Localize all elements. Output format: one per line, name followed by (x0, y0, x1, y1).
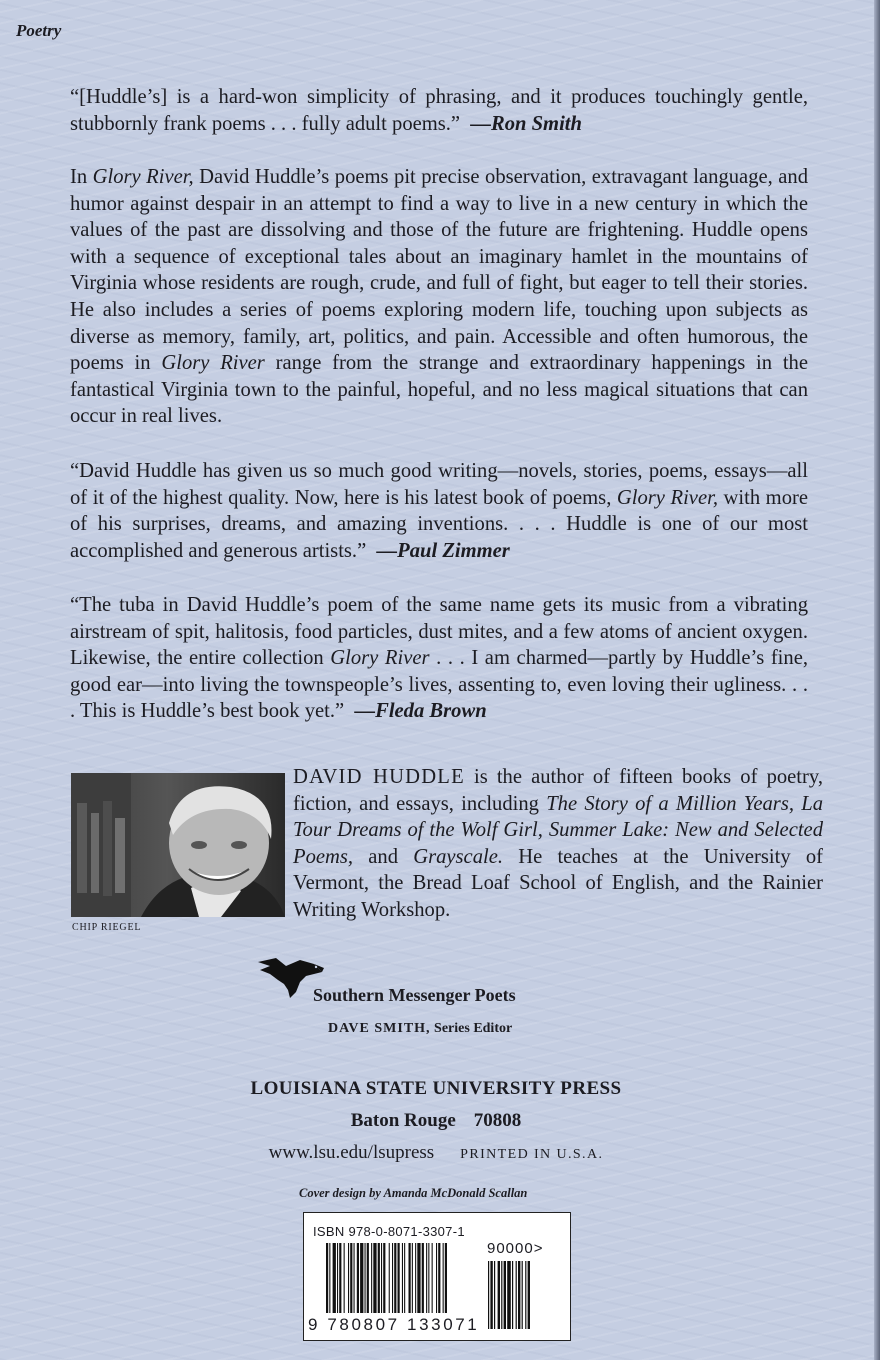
series-editor (328, 1021, 512, 1037)
blurb-author: —Fleda Brown (354, 700, 487, 723)
addon-bar (494, 1261, 495, 1329)
barcode-bar (409, 1243, 411, 1313)
series-name: Southern Messenger Poets (313, 985, 516, 1005)
cover-design-credit: Cover design by Amanda McDonald Scallan (299, 1186, 528, 1200)
barcode-bar (417, 1243, 420, 1313)
addon-bar (504, 1261, 506, 1329)
barcode-bar (326, 1243, 328, 1313)
bio-text: He teaches at the University of Vermont, the Bread Loaf School of English, and the Rainier Writing Workshop. (293, 845, 823, 921)
blurb-paul-zimmer (70, 458, 808, 564)
barcode-bar (436, 1243, 437, 1313)
description-body: David Huddle’s poems pit precise observation, extravagant language, and humor against despair in an attempt to find a way to live in a new century in which the values of the past are dissolving and those of the future are frightening. Huddle opens with a sequence of exceptional tales about an imaginary hamlet in the mountains of Virginia whose residents are rough, crude, and full of fight, but eager to tell their stories. He also includes a series of poems exploring modern life, touching upon subjects as diverse as memory, family, art, politics, and pain. Accessible and often humorous, the poems in (70, 166, 808, 375)
zip-code: 70808 (473, 1110, 522, 1131)
blurb-author: —Ron Smith (470, 112, 582, 135)
barcode-bar (443, 1243, 444, 1313)
barcode-bar (354, 1243, 355, 1313)
publisher-url: www.lsu.edu/lsupress (268, 1142, 435, 1163)
blurb-ron-smith (70, 84, 808, 137)
barcode-bar (445, 1243, 447, 1313)
barcode-bar (348, 1243, 349, 1313)
addon-bar (525, 1261, 526, 1329)
addon-bar (490, 1261, 492, 1329)
city-name: Baton Rouge (350, 1110, 456, 1131)
addon-bar (516, 1261, 517, 1329)
barcode-bar (357, 1243, 359, 1313)
genre-label: Poetry (16, 21, 62, 40)
bio-text: and (353, 845, 414, 868)
barcode-bar (389, 1243, 390, 1313)
blurb-author: —Paul Zimmer (376, 539, 510, 562)
barcode-bar (426, 1243, 427, 1313)
blurb-quote: “David Huddle has given us so much good writing—novels, stories, poems, essays—all of it of the highest quality. Now, here is his latest book of poems, (70, 460, 808, 509)
publisher-city (0, 1110, 872, 1132)
author-portrait-image (71, 773, 285, 917)
barcode-bar (378, 1243, 380, 1313)
barcode-bar (415, 1243, 416, 1313)
addon-bar (507, 1261, 511, 1329)
barcode-bar (350, 1243, 352, 1313)
description-body-end: range from the strange and extraordinary happenings in the fantastical Virginia town to the painful, hopeful, and no less magical situations that can occur in real lives. (70, 352, 808, 428)
book-description (70, 164, 808, 430)
isbn-barcode (303, 1212, 571, 1341)
blurb-quote: “[Huddle’s] is a hard-won simplicity of phrasing, and it produces touchingly gentle, stubbornly frank poems . . . fully adult poems.” (70, 86, 808, 135)
addon-bar (498, 1261, 500, 1329)
blurb-fleda-brown (70, 592, 808, 725)
barcode-bar (333, 1243, 336, 1313)
printed-in-label: PRINTED IN U.S.A. (460, 1147, 604, 1162)
addon-bar (528, 1261, 530, 1329)
blurb-quote-end: . . . I am charmed—partly by Huddle’s fine, good ear—into living the townspeople’s lives, assenting to, even loving their ugliness. . . . This is Huddle’s best book yet.” (70, 647, 808, 723)
isbn-number: ISBN 978-0-8071-3307-1 (313, 1224, 465, 1239)
photo-credit: CHIP RIEGEL (72, 922, 142, 933)
barcode-bar (344, 1243, 345, 1313)
addon-bar (512, 1261, 513, 1329)
blurb-quote-end: with more of his surprises, dreams, and amazing inventions. . . . Huddle is one of our most accomplished and generous artists.” (70, 486, 808, 562)
barcode-bar (360, 1243, 363, 1313)
publisher-url-line (0, 1142, 872, 1164)
addon-bar (522, 1261, 523, 1329)
barcode-bar (371, 1243, 372, 1313)
barcode-bar (422, 1243, 424, 1313)
description-lead: In (70, 166, 93, 188)
blurb-quote: “The tuba in David Huddle’s poem of the same name gets its music from a vibrating airstream of spit, halitosis, food particles, dust mites, and a few atoms of ancient oxygen. Likewise, the entire collection (70, 594, 808, 670)
bio-text: is the author of fifteen books of poetry, fiction, and essays, including (293, 766, 823, 815)
book-title: Glory River, (92, 166, 194, 188)
barcode-bar (412, 1243, 413, 1313)
ean-number: 9 780807 133071 (308, 1315, 480, 1334)
bio-books: The Story of a Million Years, La Tour Dreams of the Wolf Girl, Summer Lake: New and Selected Poems, (293, 792, 823, 868)
barcode-bar (329, 1243, 330, 1313)
barcode-bar (373, 1243, 376, 1313)
addon-bar (518, 1261, 520, 1329)
addon-bar (501, 1261, 502, 1329)
barcode-bar (367, 1243, 369, 1313)
publisher-name: LOUISIANA STATE UNIVERSITY PRESS (250, 1078, 622, 1099)
barcode-bar (398, 1243, 400, 1313)
barcode-bar (432, 1243, 433, 1313)
bio-book: Grayscale. (413, 845, 504, 868)
editor-name: DAVE SMITH, (328, 1021, 431, 1036)
barcode-bar (339, 1243, 341, 1313)
barcode-bar (381, 1243, 382, 1313)
cover-edge-shadow (874, 0, 880, 1360)
barcode-bar (404, 1243, 405, 1313)
barcode-bar (438, 1243, 440, 1313)
author-bio (293, 764, 823, 924)
barcode-bar (383, 1243, 385, 1313)
book-title: Glory River (330, 647, 430, 670)
barcode-bar (394, 1243, 396, 1313)
barcode-bar (365, 1243, 366, 1313)
addon-bar (488, 1261, 489, 1329)
editor-role: Series Editor (430, 1021, 513, 1036)
price-code: 90000> (487, 1240, 544, 1257)
barcode-bar (337, 1243, 338, 1313)
author-name: DAVID HUDDLE (293, 766, 465, 788)
barcode-bar (392, 1243, 393, 1313)
author-photo (71, 773, 285, 917)
barcode-bar (428, 1243, 429, 1313)
book-title: Glory River (161, 352, 265, 375)
barcode-bar (402, 1243, 403, 1313)
book-title: Glory River, (616, 486, 718, 509)
